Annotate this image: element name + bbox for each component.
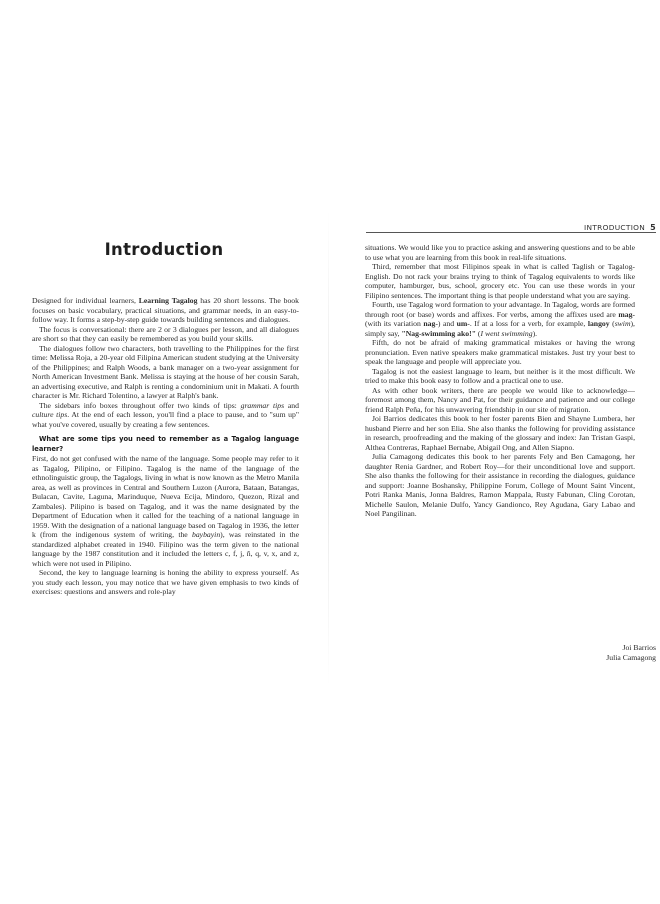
- running-head-text: INTRODUCTION: [584, 223, 646, 232]
- paragraph: The sidebars info boxes throughout offer two kinds of tips: grammar tips and culture tips. At the end of each lesson, you'll find a place to pause, and to "sum up" what you've covered, usually by creating a few sentences.: [32, 400, 299, 429]
- paragraph: Fifth, do not be afraid of making grammatical mistakes or having the wrong pronunciation. Even native speakers make grammatical mistakes. Just try your best to speak the language and people will appreciate you.: [365, 338, 635, 366]
- paragraph: As with other book writers, there are people we would like to acknowledge—foremost among them, Nancy and Pat, for their guidance and patience and our college friend Ralph Peña, for his unwavering friendship in our site of migration.: [365, 385, 635, 414]
- paragraph: The dialogues follow two characters, both travelling to the Philippines for the first time: Melissa Roja, a 20-year old Filipina American student studying at the University of the Philippines; and Ralph Woods, a bank manager on a two-year assignment for North American Investment Bank. Melissa is staying at the house of her cousin Sarah, an advertising executive, and Ralph is renting a condominium unit in Makati. A fourth character is Mr. Richard Tolentino, a lawyer at Ralph's bank.: [32, 343, 299, 400]
- author-name: Julia Camagong: [606, 653, 656, 662]
- paragraph: Julia Camagong dedicates this book to her parents Fely and Ben Camagong, her daughter Renia Gardner, and Robert Roy—for their unconditional love and support. She also thanks the following for their assistance in recording the dialogues, guidance and support: Joanne Boshansky, Philippine Forum, College of Mount Saint Vincent, Potri Ranka Manis, Jonna Baldres, Ramon Mappala, Rusty Fabunan, Cling Corotan, Michelle Saulon, Melanie Dulfo, Yancy Gandionco, Rey Agudana, Gary Labao and Noel Pangilinan.: [365, 452, 635, 518]
- paragraph: Second, the key to language learning is honing the ability to express yourself. As you study each lesson, you may notice that we have given emphasis to two kinds of exercises: questions and answers and role-play: [32, 568, 299, 596]
- paragraph: Designed for individual learners, Learning Tagalog has 20 short lessons. The book focuses on basic vocabulary, practical situations, and grammar needs, in an easy-to-follow way. It forms a step-by-step guide towards building sentences and dialogues.: [32, 296, 299, 324]
- header-rule: [366, 232, 656, 233]
- author-signature: [560, 643, 656, 663]
- page-gutter: [328, 208, 329, 688]
- right-page-body: [365, 243, 635, 519]
- paragraph: Tagalog is not the easiest language to learn, but neither is it the most difficult. We tried to make this book easy to follow and a practical one to use.: [365, 366, 635, 385]
- page-number: 5: [650, 223, 656, 232]
- paragraph: situations. We would like you to practice asking and answering questions and to be able to use what you are learning from this book in real-life situations.: [365, 243, 635, 262]
- book-title: Learning Tagalog: [138, 296, 198, 305]
- running-header: [584, 223, 656, 232]
- section-subheading: What are some tips you need to remember as a Tagalog language learner?: [32, 435, 299, 453]
- paragraph: The focus is conversational: there are 2 or 3 dialogues per lesson, and all dialogues are short so that they can easily be remembered as you build your skills.: [32, 324, 299, 343]
- chapter-title: Introduction: [104, 240, 224, 259]
- left-page-body: [32, 296, 299, 597]
- paragraph: Joi Barrios dedicates this book to her foster parents Bien and Shayne Lumbera, her husband Pierre and her son Elia. She also thanks the following for providing assistance in research, proofreading and the making of the glossary and index: Jan Tristan Gaspi, Althea Contreras, Raphael Bernabe, Abigail Ong, and Allen Siapno.: [365, 414, 635, 452]
- paragraph: Fourth, use Tagalog word formation to your advantage. In Tagalog, words are formed through root (or base) words and affixes. For verbs, among the affixes used are mag- (with its variation nag-) and um-. If at a loss for a verb, for example, langoy (swim), simply say, "Nag-swimming ako!" (I went swimming).: [365, 300, 635, 338]
- author-name: Joi Barrios: [622, 643, 656, 652]
- paragraph: Third, remember that most Filipinos speak in what is called Taglish or Tagalog-English. Do not rack your brains trying to think of Tagalog equivalents to words like computer, hamburger, bus, school, grocery etc. You can use these words in your Filipino sentences. The important thing is that people understand what you are saying.: [365, 262, 635, 300]
- paragraph: First, do not get confused with the name of the language. Some people may refer to it as Tagalog, Pilipino, or Filipino. Tagalog is the name of the language of the ethnolinguistic group, the Tagalogs, living in what is now known as the Metro Manila area, as well as provinces in Central and Southern Luzon (Aurora, Bataan, Batangas, Bulacan, Cavite, Laguna, Marinduque, Nueva Ecija, Mindoro, Quezon, Rizal and Zambales). Pilipino is based on Tagalog, and it was the name designated by the Department of Education when it called for the teaching of a national language in 1959. With the designation of a national language based on Tagalog in 1936, the letter k (from the indigenous system of writing, the baybayin), was reinstated in the standardized alphabet created in 1940. Filipino was the term given to the national language by the 1987 constitution and it included the letters c, f, j, ñ, q, v, x, and z, which were not used in Pilipino.: [32, 454, 299, 568]
